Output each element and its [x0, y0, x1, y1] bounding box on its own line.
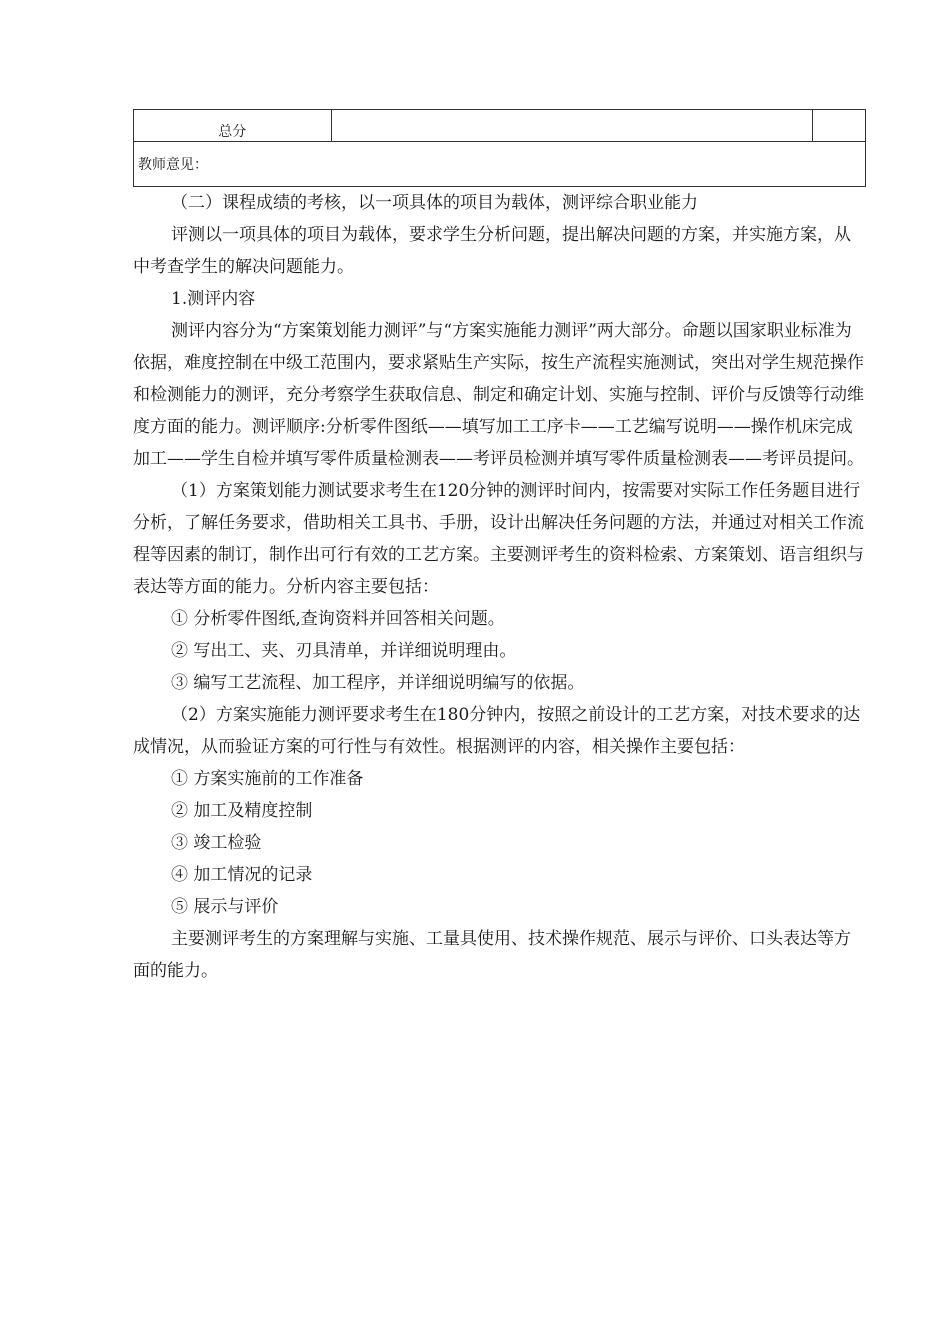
- total-score-label: 总分: [134, 110, 332, 142]
- part2-list-item: ① 方案实施前的工作准备: [171, 769, 364, 789]
- teacher-comment-label: 教师意见：: [134, 142, 866, 187]
- content-paragraph: 测评内容分为“方案策划能力测评”与“方案实施能力测评”两大部分。命题以国家职业标准为依据，难度控制在中级工范围内，要求紧贴生产实际，按生产流程实施测试，突出对学生规范操作和检测能力的测评，充分考察学生获取信息、制定和确定计划、实施与控制、评价与反馈等行动维度方面的能力。测评顺序:分析零件图纸——填写加工工序卡——工艺编写说明——操作机床完成加工——学生自检并填写零件质量检测表——考评员检测并填写零件质量检测表——考评员提问。: [133, 321, 864, 469]
- part2-list-item: ④ 加工情况的记录: [171, 865, 313, 885]
- total-score-extra: [812, 110, 865, 142]
- part2-list-item: ② 加工及精度控制: [171, 801, 313, 821]
- total-score-row: [134, 110, 866, 142]
- part2-list-item: ⑤ 展示与评价: [171, 897, 279, 917]
- subheading-evaluation-content: 1.测评内容: [171, 289, 256, 309]
- part1-paragraph: （1）方案策划能力测试要求考生在120分钟的测评时间内，按需要对实际工作任务题目进行分析，了解任务要求，借助相关工具书、手册，设计出解决任务问题的方法，并通过对相关工作流程等因素的制订，制作出可行有效的工艺方案。主要测评考生的资料检索、方案策划、语言组织与表达等方面的能力。分析内容主要包括：: [133, 481, 864, 597]
- section-heading: （二）课程成绩的考核，以一项具体的项目为载体，测评综合职业能力: [171, 193, 698, 213]
- part1-list-item: ② 写出工、夹、刃具清单，并详细说明理由。: [171, 641, 517, 661]
- part1-list-item: ① 分析零件图纸,查询资料并回答相关问题。: [171, 609, 505, 629]
- intro-paragraph: 评测以一项具体的项目为载体，要求学生分析问题，提出解决问题的方案，并实施方案，从中考查学生的解决问题能力。: [133, 225, 851, 277]
- score-table: [133, 109, 866, 187]
- part2-paragraph: （2）方案实施能力测评要求考生在180分钟内，按照之前设计的工艺方案，对技术要求的达成情况，从而验证方案的可行性与有效性。根据测评的内容，相关操作主要包括：: [133, 705, 861, 757]
- part2-list-item: ③ 竣工检验: [171, 833, 262, 853]
- document-body: [133, 187, 865, 987]
- part1-list-item: ③ 编写工艺流程、加工程序，并详细说明编写的依据。: [171, 673, 585, 693]
- closing-paragraph: 主要测评考生的方案理解与实施、工量具使用、技术操作规范、展示与评价、口头表达等方面的能力。: [133, 929, 851, 981]
- total-score-value: [331, 110, 812, 142]
- teacher-comment-row: [134, 142, 866, 187]
